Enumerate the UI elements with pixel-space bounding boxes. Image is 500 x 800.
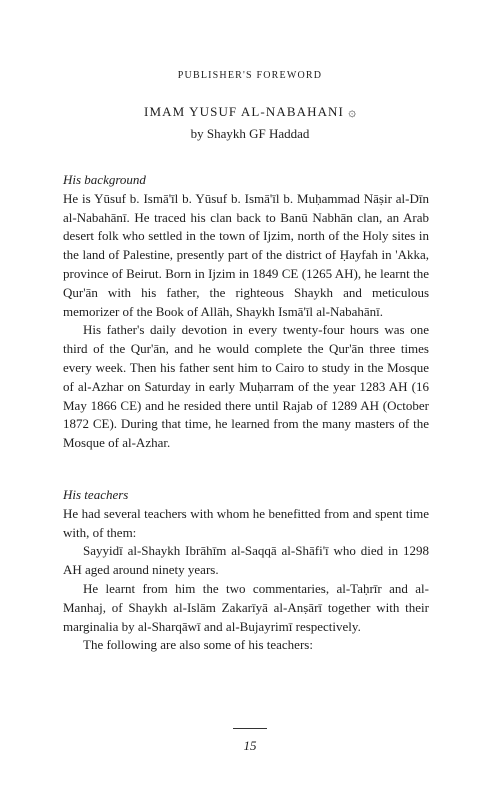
chapter-title: IMAM YUSUF AL-NABAHANI ۞ — [144, 104, 356, 119]
paragraph: He learnt from him the two commentaries, al-Taḥrīr and al-Manhaj, of Shaykh al-Islām Zakarīyā al-Anṣārī together with their marginalia by al-Sharqāwī and al-Bujayrimī respectively. — [63, 580, 429, 634]
section-heading: His teachers — [63, 487, 129, 502]
section-heading: His background — [63, 172, 146, 187]
footer-rule — [233, 728, 267, 729]
paragraph: He is Yūsuf b. Ismā'īl b. Yūsuf b. Ismā'īl b. Muḥammad Nāṣir al-Dīn al-Nabahānī. He traced his clan back to Banū Nabhān clan, an Arab desert folk who settled in the town of Ijzim, north of the Holy sites in the land of Palestine, presently part of the district of Ḥayfah in 'Akka, province of Beirut. Born in Ijzim in 1849 CE (1265 AH), he learnt the Qur'ān with his father, the righteous Shaykh and meticulous memorizer of the Book of Allāh, Shaykh Ismā'īl al-Nabahānī. — [63, 190, 429, 319]
running-head: PUBLISHER'S FOREWORD — [177, 70, 323, 81]
section-background — [63, 171, 429, 453]
paragraph: The following are also some of his teachers: — [83, 637, 313, 653]
section-teachers — [63, 486, 429, 655]
byline: by Shaykh GF Haddad — [190, 126, 310, 141]
page-number: 15 — [243, 738, 257, 753]
paragraph: He had several teachers with whom he benefitted from and spent time with, of them: — [63, 505, 429, 540]
paragraph: His father's daily devotion in every twenty-four hours was one third of the Qur'ān, and he would complete the Qur'ān three times every week. Then his father sent him to Cairo to study in the Mosque of al-Azhar on Saturday in early Muḥarram of the year 1283 AH (16 May 1866 CE) and he resided there until Rajab of 1289 AH (October 1872 CE). During that time, he learned from the many masters of the Mosque of al-Azhar. — [63, 322, 429, 451]
paragraph: Sayyidī al-Shaykh Ibrāhīm al-Saqqā al-Shāfi'ī who died in 1298 AH aged around ninety years. — [63, 543, 429, 578]
